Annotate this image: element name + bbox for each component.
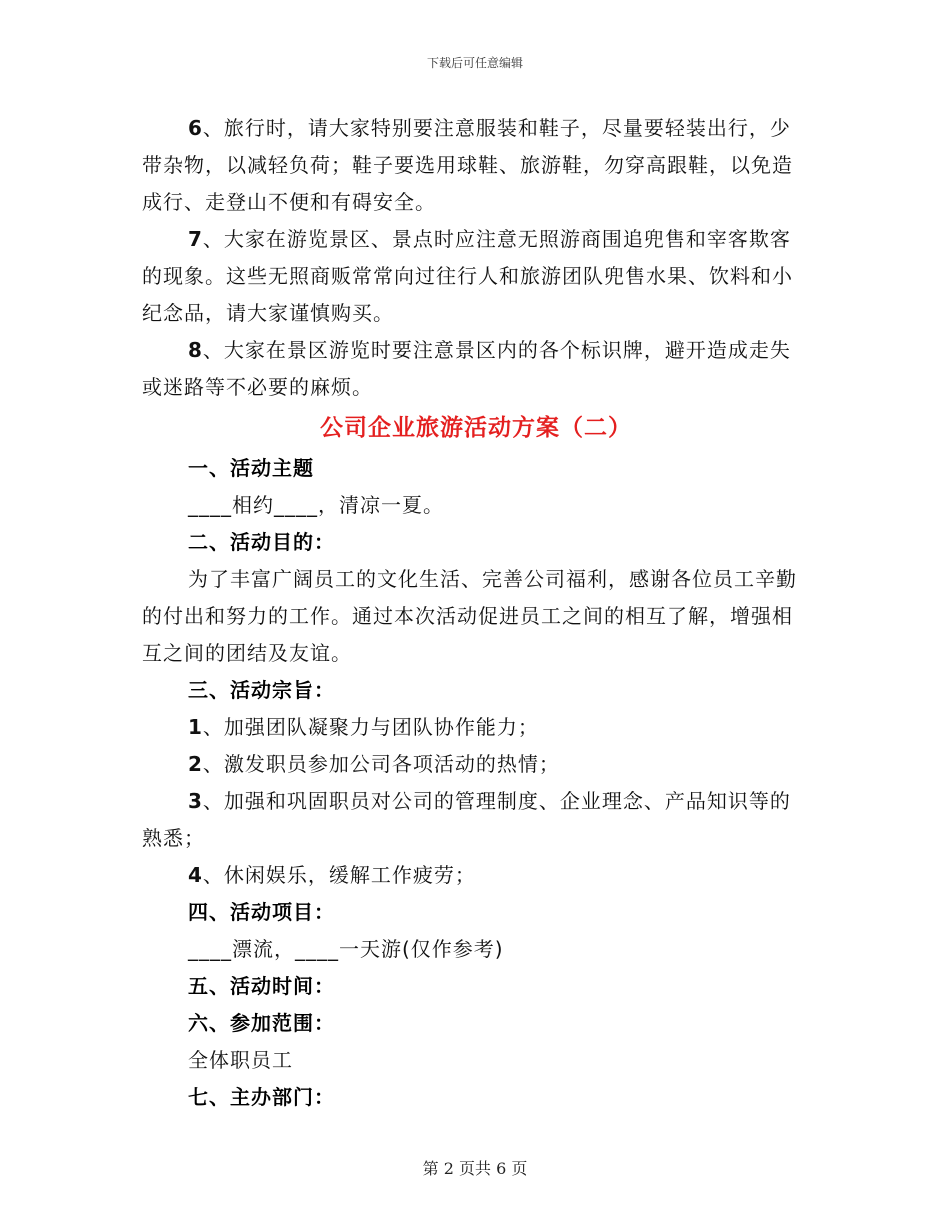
section-heading-time: 五、活动时间： bbox=[188, 974, 335, 998]
item-text: 、大家在景区游览时要注意景区内的各个标识牌，避开造成走失或迷路等不必要的麻烦。 bbox=[142, 338, 791, 399]
section-body-theme: ____相约____，清凉一夏。 bbox=[188, 493, 444, 517]
item-text: 、旅行时，请大家特别要注意服装和鞋子，尽量要轻装出行，少带杂物，以减轻负荷；鞋子要选用球鞋、旅游鞋，勿穿高跟鞋，以免造成行、走登山不便和有碍安全。 bbox=[142, 116, 793, 214]
item-number: 8 bbox=[188, 338, 203, 362]
section-heading-theme: 一、活动主题 bbox=[188, 456, 314, 480]
tenet-item-2 bbox=[142, 746, 810, 783]
page-footer: 第 2 页共 6 页 bbox=[422, 1159, 528, 1178]
section-heading-project: 四、活动项目： bbox=[188, 900, 335, 924]
section-body-project: ____漂流，____一天游(仅作参考) bbox=[188, 937, 504, 961]
list-item-7 bbox=[142, 221, 810, 332]
page-header: 下载后可任意编辑 bbox=[426, 56, 523, 70]
item-number: 1 bbox=[188, 715, 203, 739]
document-title: 公司企业旅游活动方案（二） bbox=[320, 415, 632, 441]
item-text: 、休闲娱乐，缓解工作疲劳； bbox=[202, 863, 476, 887]
list-item-6 bbox=[142, 110, 810, 221]
section-heading-scope: 六、参加范围： bbox=[188, 1011, 335, 1035]
document-body bbox=[142, 110, 810, 1116]
tenet-item-1 bbox=[142, 709, 810, 746]
tenet-item-3 bbox=[142, 783, 810, 857]
item-text: 、加强和巩固职员对公司的管理制度、企业理念、产品知识等的熟悉； bbox=[142, 789, 791, 850]
section-heading-organizer: 七、主办部门： bbox=[188, 1085, 335, 1109]
item-text: 、激发职员参加公司各项活动的热情； bbox=[202, 752, 560, 776]
item-text: 、大家在游览景区、景点时应注意无照游商围追兜售和宰客欺客的现象。这些无照商贩常常向过往行人和旅游团队兜售水果、饮料和小纪念品，请大家谨慎购买。 bbox=[142, 227, 793, 325]
tenet-item-4 bbox=[142, 857, 810, 894]
item-text: 、加强团队凝聚力与团队协作能力； bbox=[202, 715, 539, 739]
section-heading-tenet: 三、活动宗旨： bbox=[188, 678, 335, 702]
section-heading-purpose: 二、活动目的： bbox=[188, 530, 335, 554]
item-number: 6 bbox=[188, 116, 203, 140]
item-number: 7 bbox=[188, 227, 203, 251]
list-item-8 bbox=[142, 332, 810, 406]
item-number: 4 bbox=[188, 863, 203, 887]
section-body-purpose: 为了丰富广阔员工的文化生活、完善公司福利，感谢各位员工辛勤的付出和努力的工作。通过本次活动促进员工之间的相互了解，增强相互之间的团结及友谊。 bbox=[142, 567, 797, 665]
item-number: 2 bbox=[188, 752, 203, 776]
item-number: 3 bbox=[188, 789, 203, 813]
section-body-scope: 全体职员工 bbox=[188, 1048, 293, 1072]
